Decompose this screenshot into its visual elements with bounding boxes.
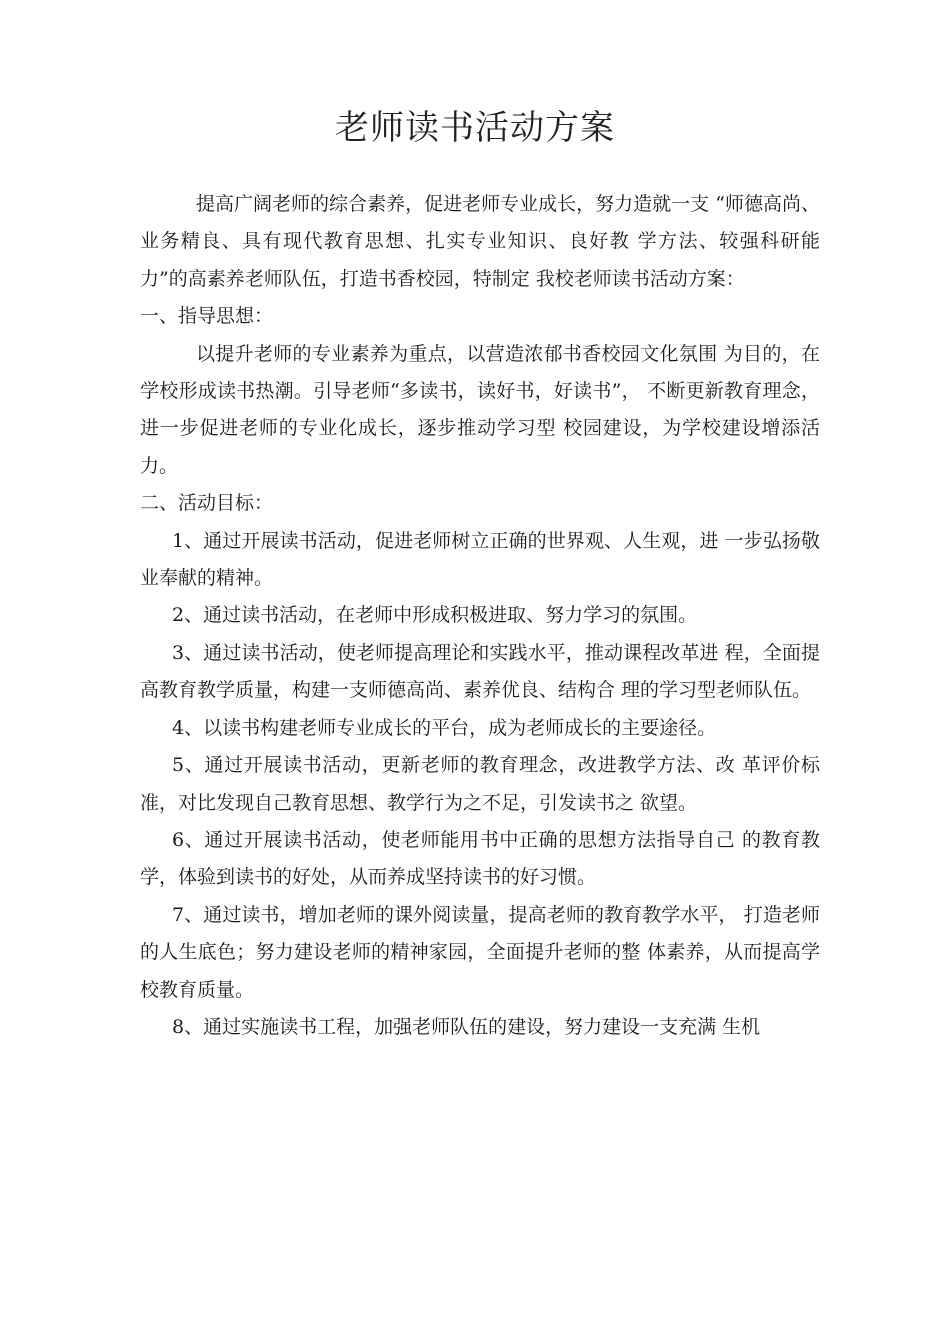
document-title: 老师读书活动方案 bbox=[335, 108, 615, 148]
guiding-thought-paragraph: 以提升老师的专业素养为重点，以营造浓郁书香校园文化氛围 为目的，在学校形成读书热潮。引导老师“多读书，读好书，好读书”， 不断更新教育理念，进一步促进老师的专业化成长，逐步推动学习型 校园建设，为学校建设增添活力。 bbox=[140, 342, 820, 477]
section-heading-activity-goals: 二、活动目标： bbox=[140, 492, 274, 515]
goal-item-1: 1、通过开展读书活动，促进老师树立正确的世界观、人生观，进 一步弘扬敬业奉献的精神。 bbox=[140, 529, 820, 590]
goal-item-7: 7、通过读书，增加老师的课外阅读量，提高老师的教育教学水平， 打造老师的人生底色；努力建设老师的精神家园，全面提升老师的整 体素养，从而提高学校教育质量。 bbox=[140, 903, 820, 1001]
document-body bbox=[140, 186, 820, 1046]
goal-item-8: 8、通过实施读书工程，加强老师队伍的建设，努力建设一支充满 生机 bbox=[172, 1015, 761, 1038]
goal-item-3: 3、通过读书活动，使老师提高理论和实践水平，推动课程改革进 程，全面提高教育教学质量，构建一支师德高尚、素养优良、结构合 理的学习型老师队伍。 bbox=[140, 641, 820, 702]
section-heading-guiding-thought: 一、指导思想： bbox=[140, 305, 274, 328]
intro-paragraph: 提高广阔老师的综合素养，促进老师专业成长，努力造就一支 “师德高尚、业务精良、具有现代教育思想、扎实专业知识、良好教 学方法、较强科研能力”的高素养老师队伍，打造书香校园，特制定 我校老师读书活动方案： bbox=[140, 193, 820, 290]
goal-item-5: 5、通过开展读书活动，更新老师的教育理念，改进教学方法、改 革评价标准，对比发现自己教育思想、教学行为之不足，引发读书之 欲望。 bbox=[140, 754, 820, 814]
goal-item-2: 2、通过读书活动，在老师中形成积极进取、努力学习的氛围。 bbox=[172, 604, 698, 627]
goal-item-4: 4、以读书构建老师专业成长的平台，成为老师成长的主要途径。 bbox=[172, 716, 717, 739]
goal-item-6: 6、通过开展读书活动，使老师能用书中正确的思想方法指导自己 的教育教学，体验到读书的好处，从而养成坚持读书的好习惯。 bbox=[140, 828, 820, 889]
